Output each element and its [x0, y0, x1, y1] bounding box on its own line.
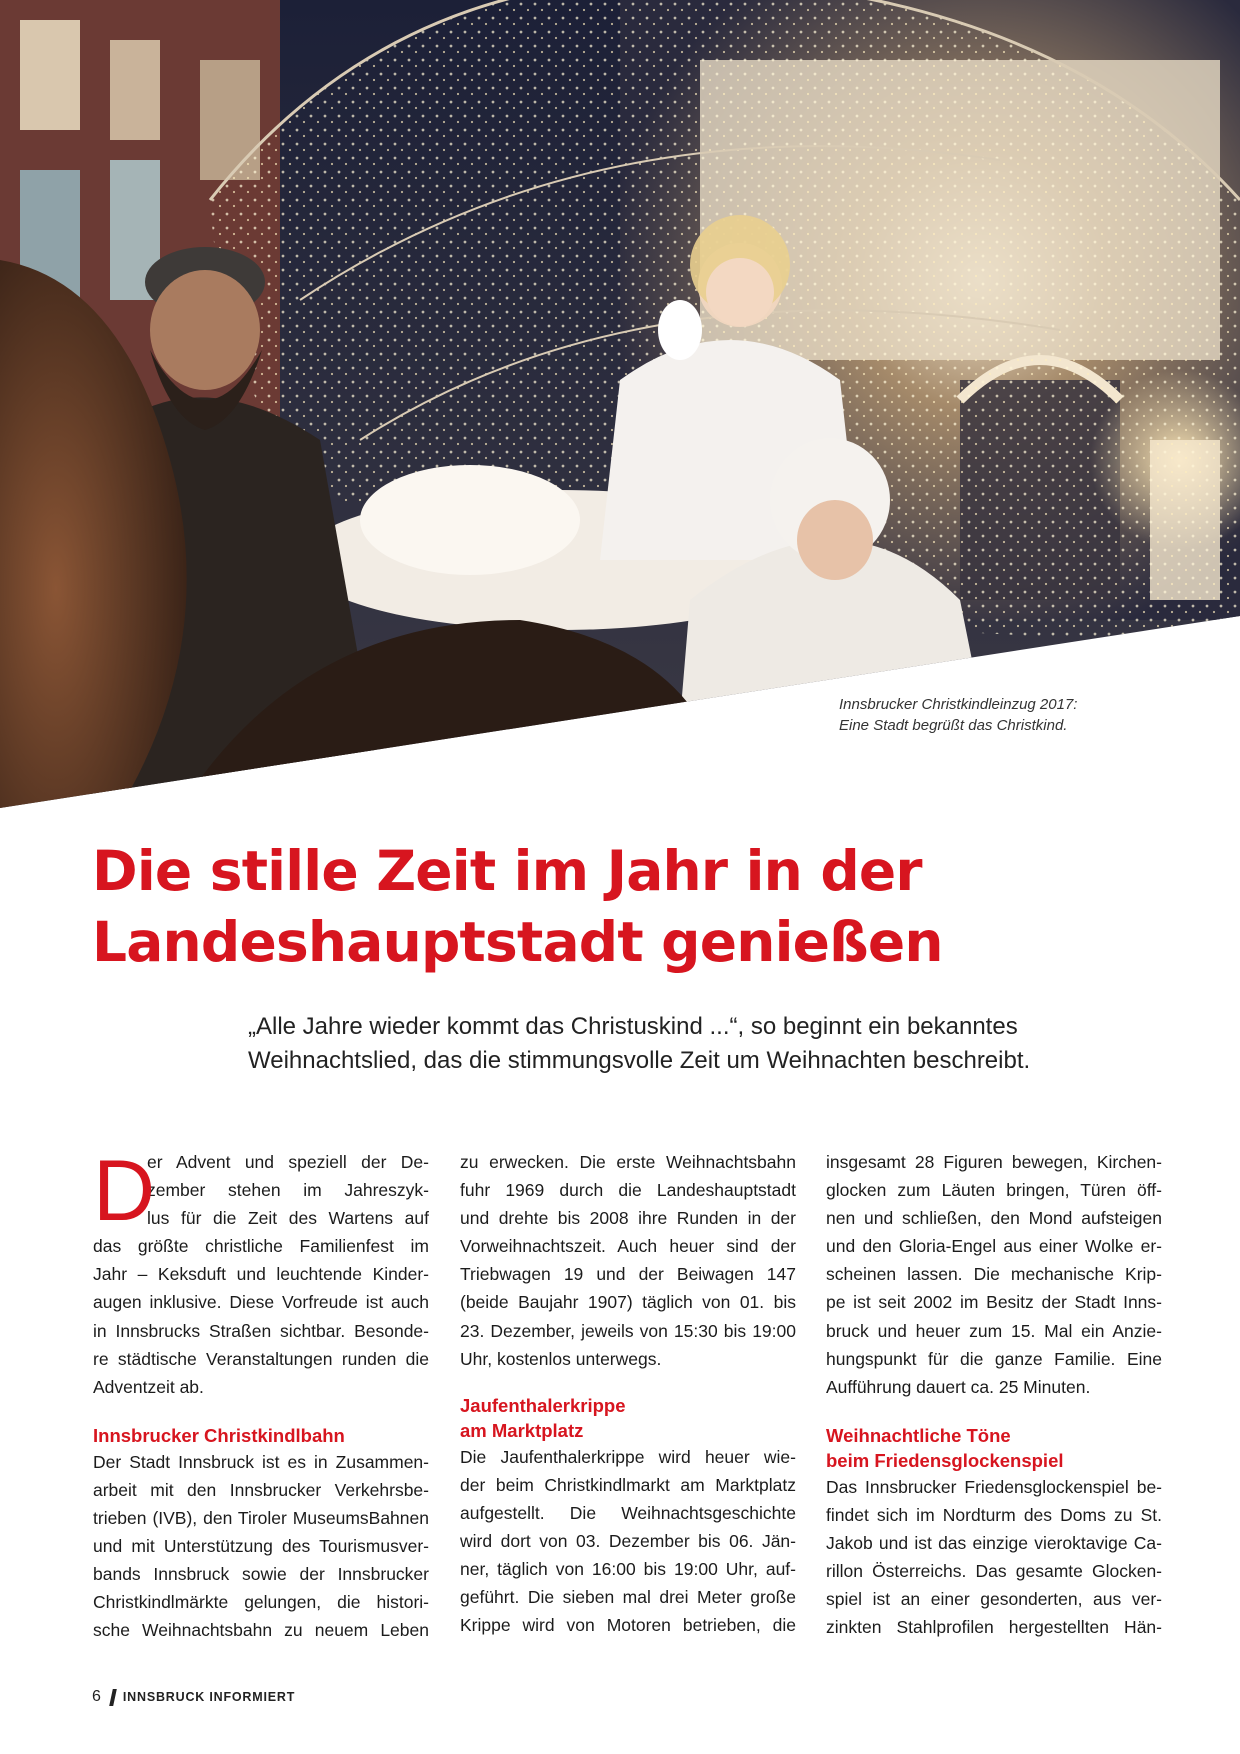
body-line: der beim Christkindlmarkt am Marktplatz	[460, 1474, 796, 1495]
body-line: hungspunkt für die ganze Familie. Eine	[826, 1348, 1162, 1369]
body-line: Krippe wird von Motoren betrieben, die	[460, 1615, 796, 1636]
subheading-friedensglockenspiel: Weihnachtliche Töne beim Friedensglockenspiel	[826, 1424, 1064, 1471]
article-lead	[248, 1010, 1148, 1078]
caption-line: Innsbrucker Christkindleinzug 2017:	[839, 696, 1078, 713]
body-line: Adventzeit ab.	[93, 1376, 204, 1397]
hero-photo	[0, 0, 1240, 810]
article-title	[92, 836, 1192, 978]
body-line: arbeit mit den Innsbrucker Verkehrsbe-	[93, 1479, 429, 1500]
body-line: ner, täglich von 16:00 bis 19:00 Uhr, auf-	[460, 1559, 796, 1580]
body-line: findet sich im Nordturm des Doms zu St.	[826, 1504, 1162, 1525]
body-line: lus für die Zeit des Wartens auf	[147, 1208, 429, 1229]
body-line: geführt. Die sieben mal drei Meter große	[460, 1587, 796, 1608]
body-line: zember stehen im Jahreszyk-	[147, 1180, 429, 1201]
subheading-christkindlbahn: Innsbrucker Christkindlbahn	[93, 1424, 345, 1446]
body-line: Uhr, kostenlos unterwegs.	[460, 1348, 662, 1369]
body-line: 23. Dezember, jeweils von 15:30 bis 19:00	[460, 1320, 796, 1341]
body-line: pe ist seit 2002 im Besitz der Stadt Inns-	[826, 1292, 1162, 1313]
body-line: scheinen lassen. Die mechanische Krip-	[826, 1264, 1162, 1285]
body-line: bands Innsbruck sowie der Innsbrucker	[93, 1564, 429, 1585]
title-line: Landeshauptstadt genießen	[92, 910, 943, 974]
body-line: und drehte bis 2008 ihre Runden in der	[460, 1208, 796, 1229]
slash-separator-icon	[109, 1689, 117, 1706]
body-line: das größte christliche Familienfest im	[93, 1236, 429, 1257]
body-line: (beide Baujahr 1907) täglich von 01. bis	[460, 1292, 796, 1313]
body-line: fuhr 1969 durch die Landeshauptstadt	[460, 1180, 796, 1201]
drop-cap: D	[93, 1143, 156, 1239]
body-line: rillon Österreichs. Das gesamte Glocken-	[826, 1561, 1162, 1582]
photo-caption	[839, 694, 1179, 736]
article-column-2	[460, 1148, 796, 1639]
body-line: aufgestellt. Die Weihnachtsgeschichte	[460, 1502, 796, 1523]
body-line: Aufführung dauert ca. 25 Minuten.	[826, 1376, 1091, 1397]
body-line: Jahr – Keksduft und leuchtende Kinder-	[93, 1264, 429, 1285]
body-line: Vorweihnachtszeit. Auch heuer sind der	[460, 1236, 796, 1257]
page-footer	[92, 1688, 295, 1706]
body-line: er Advent und speziell der De-	[147, 1152, 429, 1172]
body-line: in Innsbrucks Straßen sichtbar. Besonde-	[93, 1320, 429, 1341]
body-line: Der Stadt Innsbruck ist es in Zusammen-	[93, 1451, 429, 1472]
christkindl-parade-photo	[0, 0, 1240, 810]
body-line: spiel ist an einer gesonderten, aus ver-	[826, 1589, 1162, 1610]
body-line: nen und schließen, den Mond aufsteigen	[826, 1208, 1162, 1229]
body-line: Triebwagen 19 und der Beiwagen 147	[460, 1264, 796, 1285]
lead-line: Weihnachtslied, das die stimmungsvolle Zeit um Weihnachten beschreibt.	[248, 1047, 1031, 1074]
body-line: Jakob und ist das einzige vieroktavige Ca-	[826, 1533, 1162, 1554]
body-line: Die Jaufenthalerkrippe wird heuer wie-	[460, 1446, 796, 1467]
body-line: und den Gloria-Engel aus einer Wolke er-	[826, 1236, 1162, 1257]
body-line: augen inklusive. Diese Vorfreude ist auch	[93, 1292, 429, 1313]
body-line: zinkten Stahlprofilen hergestellten Hän-	[826, 1617, 1162, 1638]
body-line: Das Innsbrucker Friedensglockenspiel be-	[826, 1476, 1162, 1497]
body-line: zu erwecken. Die erste Weihnachtsbahn	[460, 1152, 796, 1172]
article-column-3	[826, 1148, 1162, 1641]
body-line: sche Weihnachtsbahn zu neuem Leben	[93, 1620, 429, 1641]
subheading-jaufenthalerkrippe: Jaufenthalerkrippe am Marktplatz	[460, 1394, 626, 1441]
page-number: 6	[92, 1688, 101, 1705]
body-line: Christkindlmärkte gelungen, die histori-	[93, 1592, 429, 1613]
article-column-1	[93, 1143, 429, 1645]
body-line: bruck und heuer zum 15. Mal ein Anzie-	[826, 1320, 1162, 1341]
title-line: Die stille Zeit im Jahr in der	[92, 839, 922, 903]
body-line: insgesamt 28 Figuren bewegen, Kirchen-	[826, 1152, 1162, 1172]
body-line: trieben (IVB), den Tiroler MuseumsBahnen	[93, 1508, 429, 1529]
body-line: glocken zum Läuten bringen, Türen öff-	[826, 1180, 1162, 1201]
body-line: re städtische Veranstaltungen runden die	[93, 1348, 429, 1369]
lead-line: „Alle Jahre wieder kommt das Christuskind ...“, so beginnt ein bekanntes	[248, 1013, 1018, 1040]
body-line: wird dort von 03. Dezember bis 06. Jän-	[460, 1531, 796, 1552]
body-line: und mit Unterstützung des Tourismusver-	[93, 1536, 429, 1557]
caption-line: Eine Stadt begrüßt das Christkind.	[839, 717, 1068, 734]
publication-name: INNSBRUCK INFORMIERT	[122, 1690, 296, 1704]
